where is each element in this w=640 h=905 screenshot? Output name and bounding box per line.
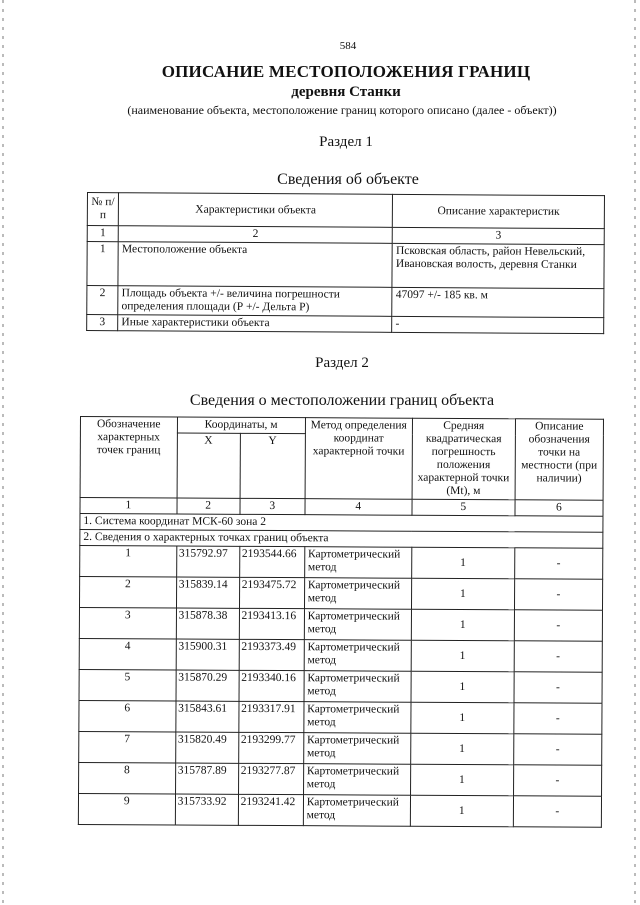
point-x: 315843.61 <box>175 701 238 732</box>
table-header: Метод определения координат характерной точки <box>305 418 413 500</box>
characteristic-name: Иные характеристики объекта <box>118 315 392 333</box>
coordinate-system-row: 1. Система координат МСК-60 зона 2 <box>80 514 603 533</box>
point-method: Картометрический метод <box>304 578 411 610</box>
points-section-row: 2. Сведения о характерных точках границ объекта <box>80 530 603 549</box>
row-number: 2 <box>87 286 118 315</box>
column-number: 4 <box>305 499 412 516</box>
point-number: 2 <box>79 577 176 609</box>
point-number: 8 <box>79 762 176 794</box>
point-y: 2193317.91 <box>238 701 303 732</box>
point-number: 3 <box>79 608 176 640</box>
table-header: Обозначение характерных точек границ <box>80 417 177 499</box>
point-accuracy: 1 <box>411 547 514 579</box>
table-row <box>79 669 602 703</box>
point-number: 4 <box>79 638 176 670</box>
boundary-points-table <box>78 416 604 828</box>
point-accuracy: 1 <box>411 671 514 703</box>
column-number: 2 <box>118 226 392 244</box>
point-method: Картометрический метод <box>303 764 410 796</box>
point-marking: - <box>514 579 602 610</box>
point-accuracy: 1 <box>411 578 514 610</box>
column-number: 2 <box>177 498 240 514</box>
point-y: 2193241.42 <box>238 794 303 825</box>
row-number: 3 <box>87 315 118 331</box>
point-marking: - <box>514 548 602 579</box>
point-method: Картометрический метод <box>303 733 410 765</box>
point-y: 2193277.87 <box>238 763 303 794</box>
table-row <box>79 577 602 611</box>
point-y: 2193413.16 <box>239 608 304 639</box>
table-row <box>79 608 602 642</box>
table-row <box>78 793 601 827</box>
row-number: 1 <box>87 242 119 286</box>
point-number: 7 <box>79 731 176 763</box>
characteristic-value: 47097 +/- 185 кв. м <box>392 287 604 317</box>
point-marking: - <box>513 765 601 796</box>
object-name: деревня Станки <box>291 84 401 100</box>
point-marking: - <box>513 734 601 765</box>
point-x: 315839.14 <box>176 577 239 608</box>
point-x: 315878.38 <box>176 608 239 639</box>
point-method: Картометрический метод <box>304 702 411 734</box>
table-row <box>79 762 602 796</box>
object-info-table <box>86 192 605 334</box>
point-accuracy: 1 <box>410 795 513 827</box>
table-header: Средняя квадратическая погрешность положения характерной точки (Мt), м <box>412 418 515 500</box>
point-accuracy: 1 <box>411 640 514 672</box>
point-method: Картометрический метод <box>304 547 411 579</box>
point-marking: - <box>514 641 602 672</box>
point-marking: - <box>514 610 602 641</box>
point-x: 315900.31 <box>176 639 239 670</box>
point-accuracy: 1 <box>410 764 513 796</box>
table-row <box>80 546 603 580</box>
page-number: 584 <box>339 40 357 52</box>
point-y: 2193340.16 <box>239 670 304 701</box>
point-accuracy: 1 <box>411 702 514 734</box>
table-header: Y <box>240 433 305 498</box>
table-row <box>79 731 602 765</box>
column-number: 1 <box>87 226 118 242</box>
table-header: Характеристики объекта <box>119 193 393 228</box>
point-accuracy: 1 <box>411 609 514 641</box>
table-row <box>79 638 602 672</box>
point-y: 2193475.72 <box>239 577 304 608</box>
point-method: Картометрический метод <box>303 795 410 827</box>
point-method: Картометрический метод <box>304 640 411 672</box>
table-header: Описание характеристик <box>393 194 605 228</box>
point-number: 6 <box>79 700 176 732</box>
point-number: 5 <box>79 669 176 701</box>
point-marking: - <box>514 672 602 703</box>
table-header: Координаты, м <box>177 417 305 434</box>
table-header: Описание обозначения точки на местности (при наличии) <box>515 419 604 500</box>
point-x: 315820.49 <box>175 732 238 763</box>
object-name-note: (наименование объекта, местоположение границ которого описано (далее - объект)) <box>127 103 557 117</box>
point-y: 2193373.49 <box>239 639 304 670</box>
point-method: Картометрический метод <box>304 671 411 703</box>
table-header: № п/п <box>87 193 118 226</box>
point-x: 315787.89 <box>175 763 238 794</box>
column-number: 6 <box>515 500 603 516</box>
point-marking: - <box>514 703 602 734</box>
point-accuracy: 1 <box>411 733 514 765</box>
point-x: 315733.92 <box>175 794 238 825</box>
section1-heading: Сведения об объекте <box>277 171 419 188</box>
characteristic-name: Площадь объекта +/- величина погрешности определения площади (Р +/- Дельта Р) <box>118 286 392 317</box>
point-x: 315870.29 <box>176 670 239 701</box>
characteristic-name: Местоположение объекта <box>118 242 392 288</box>
section1-label: Раздел 1 <box>319 134 373 150</box>
table-row <box>79 700 602 734</box>
document-title: ОПИСАНИЕ МЕСТОПОЛОЖЕНИЯ ГРАНИЦ <box>161 62 531 81</box>
column-number: 3 <box>240 498 305 514</box>
point-number: 1 <box>80 546 177 578</box>
characteristic-value: Псковская область, район Невельский, Ивановская волость, деревня Станки <box>392 243 604 288</box>
point-y: 2193299.77 <box>238 732 303 763</box>
scan-edge-left <box>2 0 4 905</box>
section2-label: Раздел 2 <box>315 355 369 371</box>
column-number: 3 <box>393 227 605 244</box>
point-method: Картометрический метод <box>304 609 411 641</box>
point-x: 315792.97 <box>176 546 239 577</box>
point-marking: - <box>513 796 601 827</box>
column-number: 5 <box>412 499 515 516</box>
characteristic-value: - <box>392 316 604 333</box>
table-header: X <box>177 433 240 498</box>
point-number: 9 <box>78 793 175 825</box>
point-y: 2193544.66 <box>239 546 304 577</box>
section2-heading: Сведения о местоположении границ объекта <box>189 392 495 409</box>
column-number: 1 <box>80 498 177 515</box>
